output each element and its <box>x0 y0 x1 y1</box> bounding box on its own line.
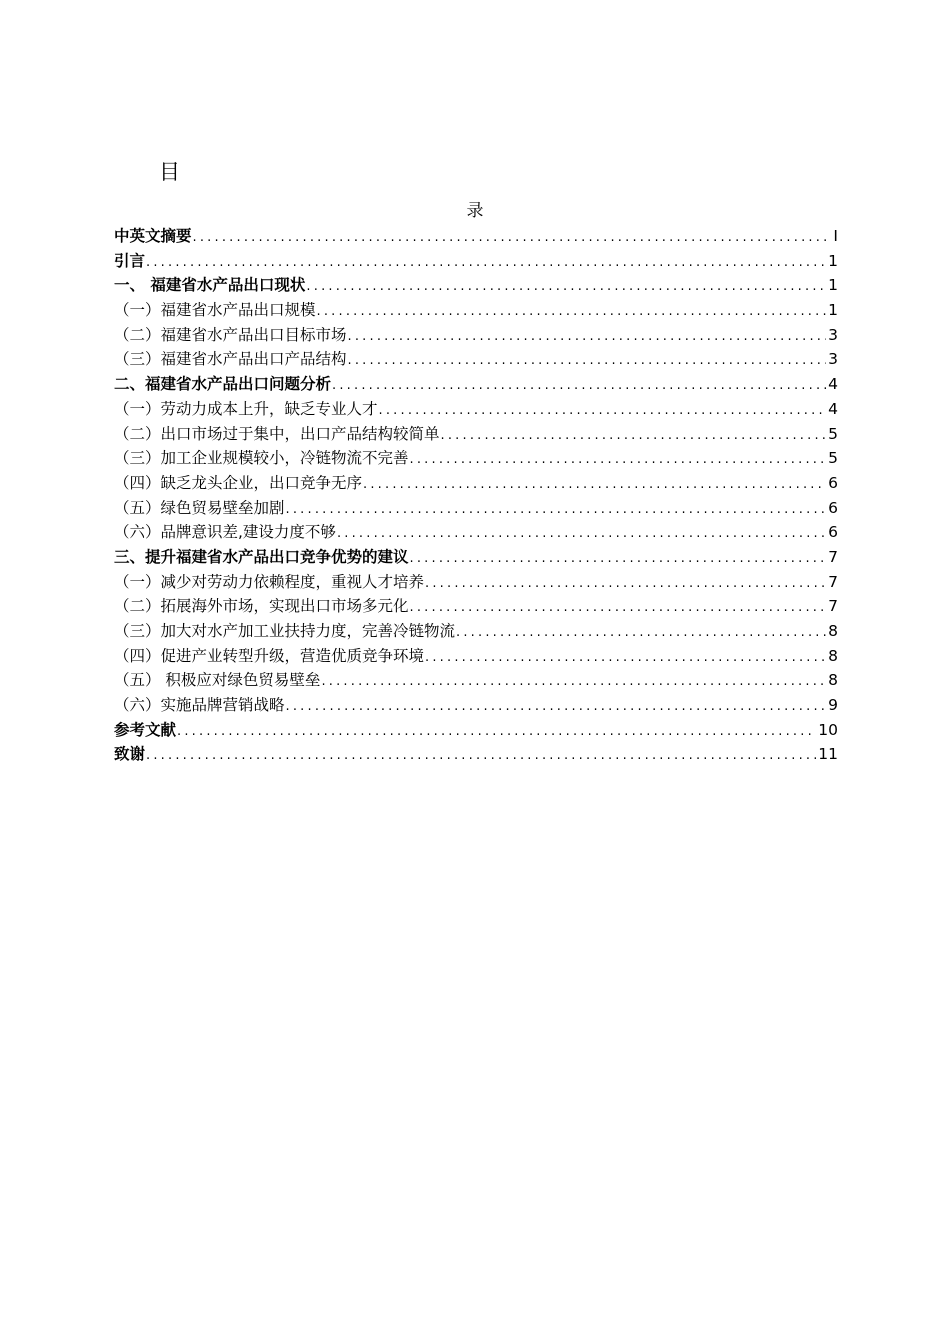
toc-entry[interactable] <box>114 520 838 545</box>
toc-entry[interactable] <box>114 397 838 422</box>
toc-dot-leader <box>410 448 827 473</box>
toc-entry[interactable] <box>114 644 838 669</box>
toc-dot-leader <box>332 374 826 399</box>
toc-entry-label: 中英文摘要 <box>114 227 192 245</box>
toc-entry-label: （一）减少对劳动力依赖程度，重视人才培养 <box>114 572 425 591</box>
toc-dot-leader <box>321 670 826 695</box>
toc-dot-leader <box>363 473 826 498</box>
toc-entry-page: 6 <box>828 473 838 492</box>
toc-entry-page: 5 <box>828 424 838 443</box>
toc-entry[interactable] <box>114 347 838 372</box>
toc-entry-page: 3 <box>828 350 838 369</box>
toc-entry-label: 三、提升福建省水产品出口竞争优势的建议 <box>114 547 409 566</box>
toc-entry-label: （一）劳动力成本上升，缺乏专业人才 <box>114 399 378 418</box>
toc-heading-part2: 录 <box>466 201 484 221</box>
toc-dot-leader <box>286 695 827 720</box>
table-of-contents <box>114 224 838 767</box>
toc-dot-leader <box>337 522 826 547</box>
toc-entry-label: （二）拓展海外市场，实现出口市场多元化 <box>114 597 409 616</box>
toc-entry-page: 7 <box>828 597 838 616</box>
toc-entry-label: 一、 福建省水产品出口现状 <box>114 276 306 295</box>
toc-entry-label: （四）促进产业转型升级，营造优质竞争环境 <box>114 646 425 665</box>
toc-entry-page: 6 <box>828 523 838 542</box>
toc-entry-label: （五）绿色贸易壁垒加剧 <box>114 498 285 517</box>
toc-entry-page: 9 <box>828 696 838 715</box>
toc-entry[interactable] <box>114 570 838 595</box>
toc-entry[interactable] <box>114 323 838 348</box>
toc-dot-leader <box>306 275 826 300</box>
toc-entry-label: 致谢 <box>114 745 146 764</box>
toc-entry-label: （二）出口市场过于集中，出口产品结构较简单 <box>114 424 440 443</box>
toc-entry-page: 4 <box>828 375 838 394</box>
toc-entry[interactable] <box>114 718 838 743</box>
toc-entry[interactable] <box>114 249 838 274</box>
toc-dot-leader <box>146 744 816 769</box>
toc-entry-label: （六）品牌意识差,建设力度不够 <box>114 523 336 542</box>
toc-entry[interactable] <box>114 742 838 767</box>
toc-dot-leader <box>317 300 827 325</box>
toc-entry-page: 8 <box>828 671 838 690</box>
toc-entry-page: I <box>833 227 838 245</box>
toc-entry-label: （三）福建省水产品出口产品结构 <box>114 350 347 369</box>
toc-entry-label: （三）加工企业规模较小，冷链物流不完善 <box>114 449 409 468</box>
toc-entry[interactable] <box>114 273 838 298</box>
toc-entry-page: 3 <box>828 325 838 344</box>
toc-entry[interactable] <box>114 372 838 397</box>
toc-heading-part1: 目 <box>159 160 180 184</box>
toc-entry[interactable] <box>114 594 838 619</box>
toc-dot-leader <box>456 621 826 646</box>
toc-entry-page: 7 <box>828 572 838 591</box>
toc-entry[interactable] <box>114 545 838 570</box>
toc-entry-page: 6 <box>828 498 838 517</box>
toc-entry-page: 1 <box>828 301 838 320</box>
toc-entry-label: 参考文献 <box>114 720 177 739</box>
toc-entry-label: （一）福建省水产品出口规模 <box>114 301 316 320</box>
toc-entry-label: 引言 <box>114 251 146 270</box>
toc-entry[interactable] <box>114 471 838 496</box>
toc-entry[interactable] <box>114 619 838 644</box>
toc-dot-leader <box>410 596 827 621</box>
toc-entry-page: 8 <box>828 646 838 665</box>
toc-entry-label: （五） 积极应对绿色贸易壁垒 <box>114 671 321 690</box>
toc-entry-label: （六）实施品牌营销战略 <box>114 696 285 715</box>
toc-dot-leader <box>286 498 827 523</box>
toc-dot-leader <box>348 349 827 374</box>
toc-entry-page: 7 <box>828 547 838 566</box>
toc-entry-page: 1 <box>828 276 838 295</box>
toc-entry-page: 10 <box>818 720 838 739</box>
toc-entry[interactable] <box>114 496 838 521</box>
toc-entry-page: 11 <box>818 745 838 764</box>
toc-entry[interactable] <box>114 224 838 249</box>
toc-dot-leader <box>146 251 826 276</box>
toc-dot-leader <box>193 226 828 251</box>
toc-dot-leader <box>425 572 826 597</box>
toc-dot-leader <box>425 646 826 671</box>
toc-entry-label: （三）加大对水产加工业扶持力度，完善冷链物流 <box>114 622 456 640</box>
toc-entry-page: 8 <box>828 622 838 640</box>
toc-entry[interactable] <box>114 422 838 447</box>
toc-entry-page: 1 <box>828 251 838 270</box>
toc-entry-label: （四）缺乏龙头企业，出口竞争无序 <box>114 473 363 492</box>
toc-entry[interactable] <box>114 668 838 693</box>
toc-entry-label: （二）福建省水产品出口目标市场 <box>114 325 347 344</box>
toc-dot-leader <box>379 399 827 424</box>
toc-entry[interactable] <box>114 298 838 323</box>
toc-entry-label: 二、福建省水产品出口问题分析 <box>114 375 332 394</box>
toc-entry-page: 5 <box>828 449 838 468</box>
toc-dot-leader <box>177 720 816 745</box>
toc-dot-leader <box>348 325 827 350</box>
toc-entry[interactable] <box>114 693 838 718</box>
toc-entry[interactable] <box>114 446 838 471</box>
toc-entry-page: 4 <box>828 399 838 418</box>
toc-dot-leader <box>441 424 827 449</box>
toc-dot-leader <box>410 547 827 572</box>
